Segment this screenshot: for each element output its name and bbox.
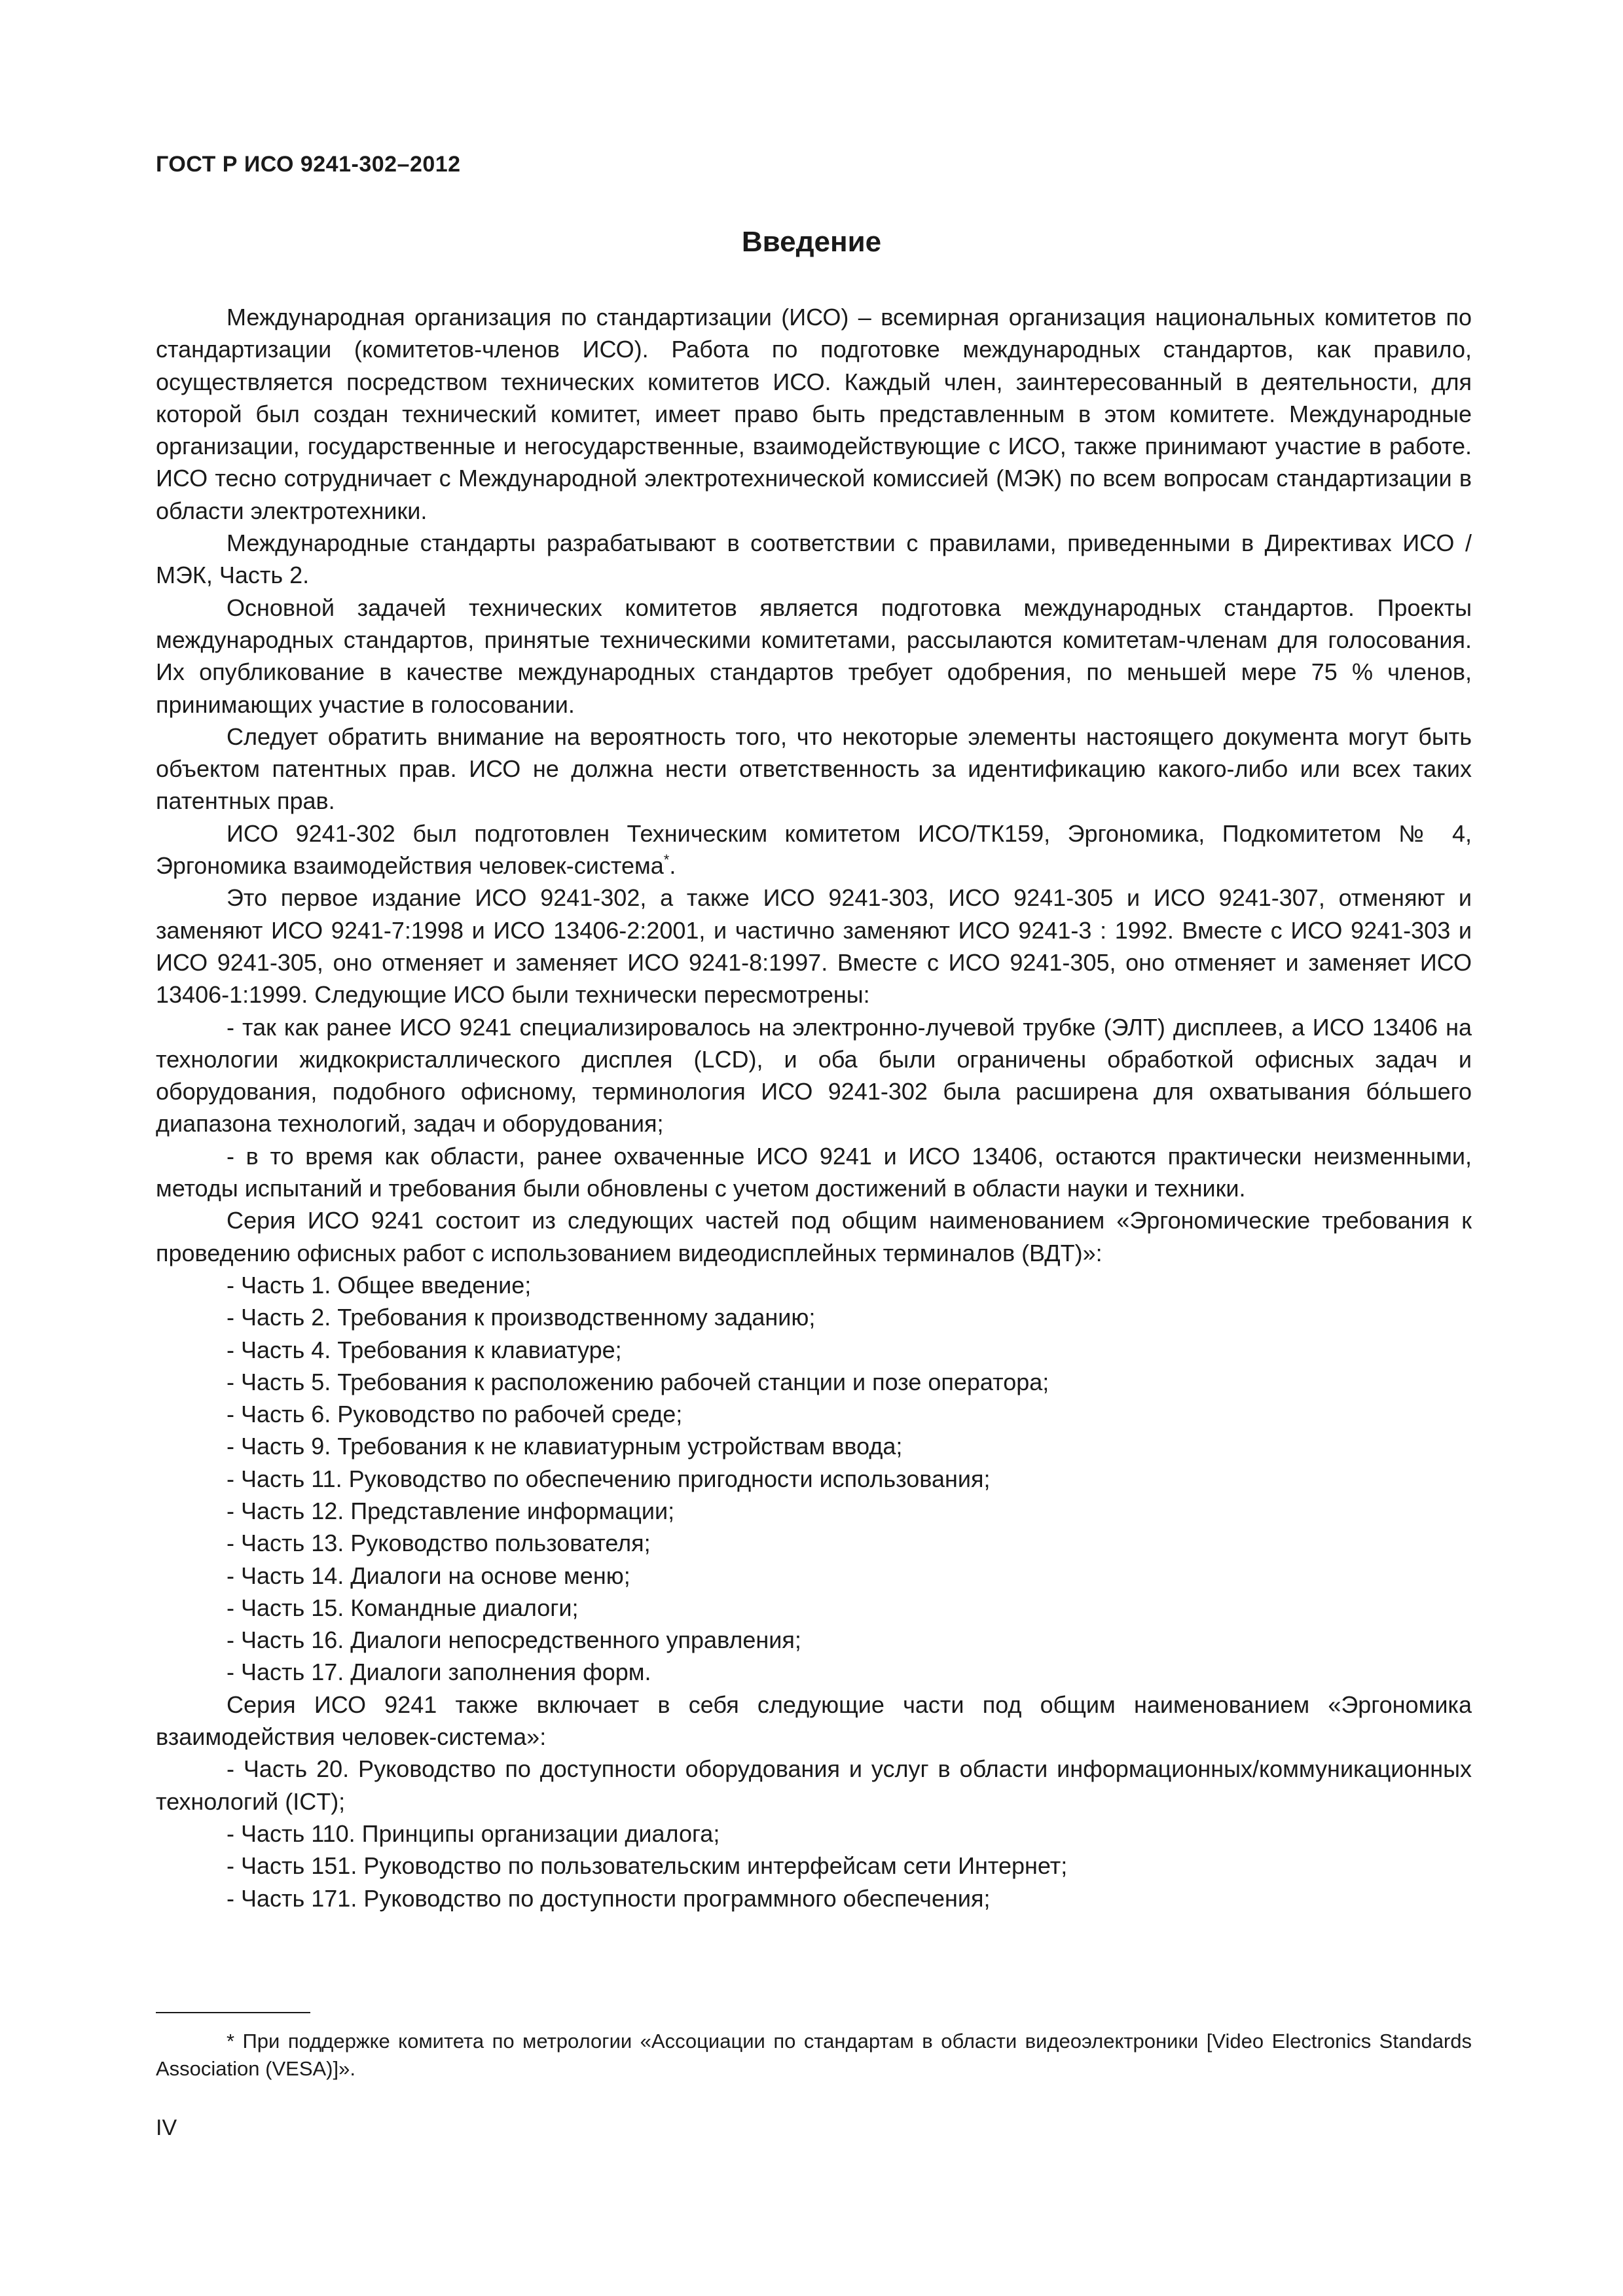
list-item: - Часть 171. Руководство по доступности программного обеспечения; xyxy=(227,1884,991,1912)
footnote: * При поддержке комитета по метрологии «Ассоциации по стандартам в области видеоэлектроники [Video Electronics Standards Association (VESA)]». xyxy=(156,2030,1472,2080)
list-item: - Часть 6. Руководство по рабочей среде; xyxy=(227,1401,683,1428)
paragraph-series-hsi: Серия ИСО 9241 также включает в себя следующие части под общим наименованием «Эргономика взаимодействия человек-система»: xyxy=(156,1691,1472,1751)
list-item: - Часть 151. Руководство по пользовательским интерфейсам сети Интернет; xyxy=(227,1852,1068,1880)
list-item: - Часть 5. Требования к расположению рабочей станции и позе оператора; xyxy=(227,1368,1049,1395)
paragraph-revision-crt: - так как ранее ИСО 9241 специализировалось на электронно-лучевой трубке (ЭЛТ) дисплеев, а ИСО 13406 на технологии жидкокристаллического дисплея (LCD), и оба были ограничены обработкой офисных задач и оборудования, подобного офисному, терминология ИСО 9241-302 была расширена для охватывания бо́льшего диапазона технологий, задач и оборудования; xyxy=(156,1013,1472,1138)
prepared-by-text: ИСО 9241-302 был подготовлен Техническим комитетом ИСО/ТК159, Эргономика, Подкомитетом № 4, Эргономика взаимодействия человек-система xyxy=(156,819,1472,880)
prepared-by-end: . xyxy=(669,852,676,880)
list-item: - Часть 9. Требования к не клавиатурным устройствам ввода; xyxy=(227,1433,903,1460)
list-item: - Часть 4. Требования к клавиатуре; xyxy=(227,1336,622,1363)
paragraph-directives: Международные стандарты разрабатывают в соответствии с правилами, приведенными в Директивах ИСО / МЭК, Часть 2. xyxy=(156,529,1472,589)
list-item: - Часть 20. Руководство по доступности оборудования и услуг в области информационных/коммуникационных технологий (ICT); xyxy=(156,1755,1472,1815)
list-item: - Часть 12. Представление информации; xyxy=(227,1497,675,1524)
list-item: - Часть 16. Диалоги непосредственного управления; xyxy=(227,1626,801,1654)
document-code: ГОСТ Р ИСО 9241-302–2012 xyxy=(156,152,461,177)
list-item: - Часть 2. Требования к производственному заданию; xyxy=(227,1304,816,1331)
list-item: - Часть 13. Руководство пользователя; xyxy=(227,1530,651,1557)
paragraph-prepared-by xyxy=(156,817,1472,882)
paragraph-edition-history: Это первое издание ИСО 9241-302, а также ИСО 9241-303, ИСО 9241-305 и ИСО 9241-307, отменяют и заменяют ИСО 9241-7:1998 и ИСО 13406-2:2001, и частично заменяют ИСО 9241-3 : 1992. Вместе с ИСО 9241-303 и ИСО 9241-305, оно отменяет и заменяет ИСО 9241-8:1997. Вместе с ИСО 9241-305, оно отменяет и заменяет ИСО 13406-1:1999. Следующие ИСО были технически пересмотрены: xyxy=(156,884,1472,1009)
list-item: - Часть 1. Общее введение; xyxy=(227,1271,532,1299)
document-body xyxy=(156,301,1472,1914)
paragraph-patent-rights: Следует обратить внимание на вероятность того, что некоторые элементы настоящего документа могут быть объектом патентных прав. ИСО не должна нести ответственность за идентификацию какого-либо или всех таких патентных прав. xyxy=(156,723,1472,815)
list-item: - Часть 110. Принципы организации диалога; xyxy=(227,1820,720,1847)
footnote-mark: * xyxy=(663,852,670,869)
list-item: - Часть 17. Диалоги заполнения форм. xyxy=(227,1659,651,1686)
list-item: - Часть 11. Руководство по обеспечению пригодности использования; xyxy=(227,1465,991,1492)
paragraph-revision-methods: - в то время как области, ранее охваченные ИСО 9241 и ИСО 13406, остаются практически неизменными, методы испытаний и требования были обновлены с учетом достижений в области науки и техники. xyxy=(156,1142,1472,1202)
page-number: IV xyxy=(156,2115,177,2140)
paragraph-series-vdt: Серия ИСО 9241 состоит из следующих частей под общим наименованием «Эргономические требования к проведению офисных работ с использованием видеодисплейных терминалов (ВДТ)»: xyxy=(156,1207,1472,1266)
footnote-divider xyxy=(156,2012,310,2013)
paragraph-committees-task: Основной задачей технических комитетов является подготовка международных стандартов. Проекты международных стандартов, принятые техническими комитетами, рассылаются комитетам-членам для голосования. Их опубликование в качестве международных стандартов требует одобрения, по меньшей мере 75 % членов, принимающих участие в голосовании. xyxy=(156,594,1472,718)
list-item: - Часть 15. Командные диалоги; xyxy=(227,1594,579,1621)
list-item: - Часть 14. Диалоги на основе меню; xyxy=(227,1562,630,1589)
page-title: Введение xyxy=(741,226,882,258)
paragraph-iso-overview: Международная организация по стандартизации (ИСО) – всемирная организация национальных комитетов по стандартизации (комитетов-членов ИСО). Работа по подготовке международных стандартов, как правило, осуществляется посредством технических комитетов ИСО. Каждый член, заинтересованный в деятельности, для которой был создан технический комитет, имеет право быть представленным в этом комитете. Международные организации, государственные и негосударственные, взаимодействующие с ИСО, также принимают участие в работе. ИСО тесно сотрудничает с Международной электротехнической комиссией (МЭК) по всем вопросам стандартизации в области электротехники. xyxy=(156,304,1472,524)
